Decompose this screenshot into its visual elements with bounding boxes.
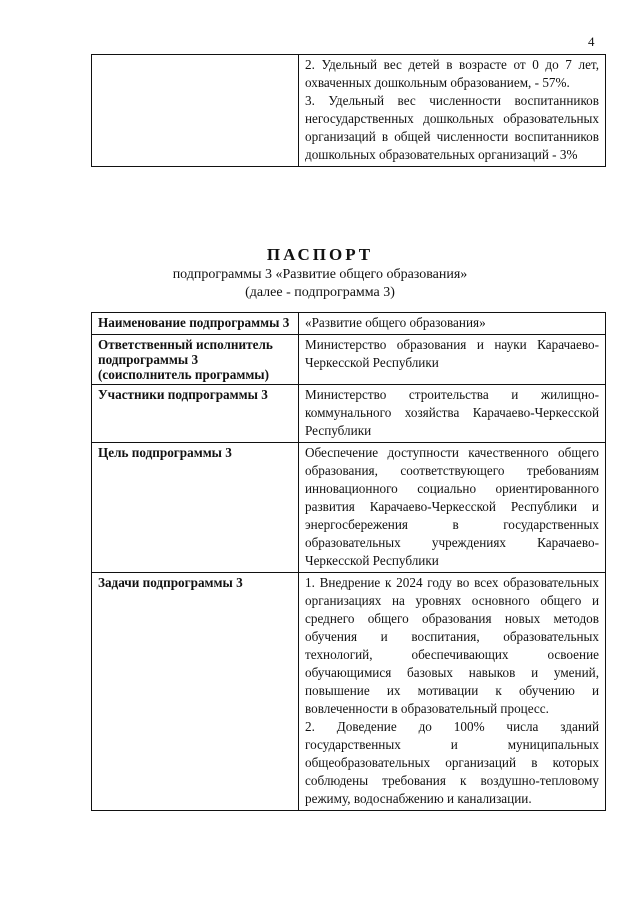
task-item: 2. Доведение до 100% числа зданий государственных и муниципальных общеобразовательных организаций в которых соблюдены требования к воздушно-тепловому режиму, водоснабжению и канализации.	[305, 719, 599, 806]
table-row	[92, 55, 606, 167]
indicator-item: 2. Удельный вес детей в возрасте от 0 до 7 лет, охваченных дошкольным образованием, - 57%.	[305, 57, 599, 90]
value-text: Министерство строительства и жилищно-коммунального хозяйства Карачаево-Черкесской Республики	[305, 387, 599, 438]
empty-label-cell	[92, 55, 299, 167]
table-row	[92, 313, 606, 335]
row-value	[299, 443, 606, 573]
row-label: Наименование подпрограммы 3	[92, 313, 299, 335]
continuation-table	[91, 54, 606, 167]
table-row	[92, 335, 606, 385]
value-text: «Развитие общего образования»	[305, 315, 486, 330]
row-label: Участники подпрограммы 3	[92, 385, 299, 443]
row-value	[299, 385, 606, 443]
table-row	[92, 573, 606, 811]
passport-subtitle-note: (далее - подпрограмма 3)	[245, 285, 395, 300]
row-label: Цель подпрограммы 3	[92, 443, 299, 573]
row-label: Ответственный исполнитель подпрограммы 3 (соисполнитель программы)	[92, 335, 299, 385]
row-value	[299, 313, 606, 335]
passport-table	[91, 312, 606, 811]
table-row	[92, 443, 606, 573]
continuation-value-cell	[299, 55, 606, 167]
table-row	[92, 385, 606, 443]
passport-heading	[0, 244, 640, 302]
row-label: Задачи подпрограммы 3	[92, 573, 299, 811]
passport-subtitle: подпрограммы 3 «Развитие общего образования»	[172, 267, 468, 282]
value-text: Обеспечение доступности качественного общего образования, соответствующего требованиям инновационного социально ориентированного развития Карачаево-Черкесской Республики и энергосбережения в государственных образовательных учреждениях Карачаево-Черкесской Республики	[305, 445, 599, 568]
value-text: Министерство образования и науки Карачаево-Черкесской Республики	[305, 337, 599, 370]
row-value	[299, 335, 606, 385]
passport-title: ПАСПОРТ	[266, 245, 374, 264]
indicator-item: 3. Удельный вес численности воспитанников негосударственных дошкольных образовательных организаций в общей численности воспитанников дошкольных образовательных организаций - 3%	[305, 93, 599, 162]
row-value	[299, 573, 606, 811]
page-number: 4	[588, 34, 595, 49]
task-item: 1. Внедрение к 2024 году во всех образовательных организациях на уровнях основного общего и среднего общего образования новых методов обучения и воспитания, образовательных технологий, обеспечивающих освоение обучающимися базовых навыков и умений, повышение их мотивации к обучению и вовлеченности в образовательный процесс.	[305, 575, 599, 716]
